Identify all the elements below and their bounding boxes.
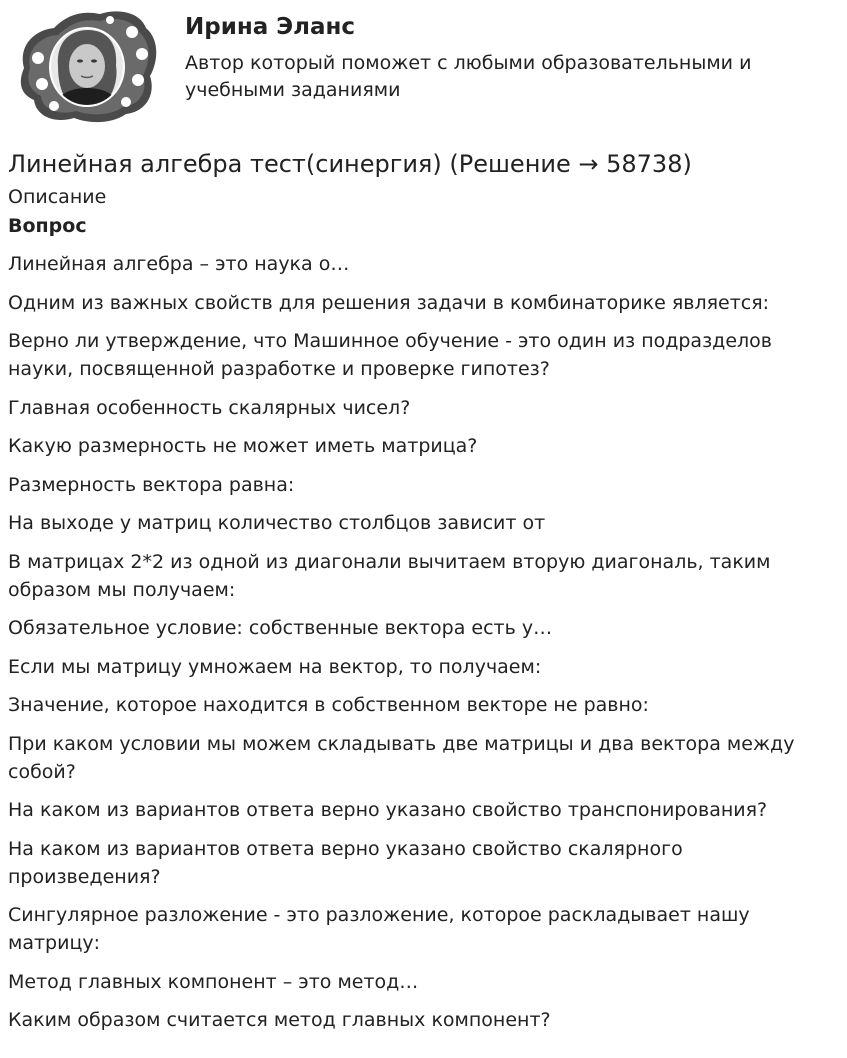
question-item: Метод главных компонент – это метод… <box>8 970 419 993</box>
question-item: Верно ли утверждение, что Машинное обучение - это один из подразделов науки, посвященной разработке и проверке гипотез? <box>8 330 772 380</box>
description-label: Описание <box>8 186 107 208</box>
question-list <box>8 250 808 1034</box>
question-item: На каком из вариантов ответа верно указано свойство транспонирования? <box>8 799 768 821</box>
author-name[interactable]: Ирина Эланс <box>185 14 356 40</box>
author-description: Автор который поможет с любыми образовательными и учебными заданиями <box>185 52 752 101</box>
question-item: Одним из важных свойств для решения задачи в комбинаторике является: <box>8 291 770 314</box>
author-card <box>8 0 839 130</box>
question-item: Обязательное условие: собственные вектора есть у… <box>8 617 553 639</box>
question-item: Главная особенность скалярных чисел? <box>8 396 411 419</box>
author-avatar[interactable] <box>14 6 160 126</box>
question-item: Размерность вектора равна: <box>8 473 295 496</box>
question-item: Какую размерность не может иметь матрица? <box>8 435 478 457</box>
question-item: В матрицах 2*2 из одной из диагонали вычитаем вторую диагональ, таким образом мы получаем: <box>8 550 771 601</box>
page-title: Линейная алгебра тест(синергия) (Решение → 58738) <box>8 150 692 178</box>
question-item: При каком условии мы можем складывать две матрицы и два вектора между собой? <box>8 732 795 783</box>
question-item: Если мы матрицу умножаем на вектор, то получаем: <box>8 655 542 678</box>
question-item: Значение, которое находится в собственном векторе не равно: <box>8 694 649 716</box>
question-item: Сингулярное разложение - это разложение, которое раскладывает нашу матрицу: <box>8 904 750 954</box>
question-item: На каком из вариантов ответа верно указано свойство скалярного произведения? <box>8 837 683 888</box>
question-item: Линейная алгебра – это наука о… <box>8 253 350 275</box>
question-label: Вопрос <box>8 215 87 237</box>
question-item: На выходе у матриц количество столбцов зависит от <box>8 512 546 534</box>
question-item: Каким образом считается метод главных компонент? <box>8 1009 551 1031</box>
